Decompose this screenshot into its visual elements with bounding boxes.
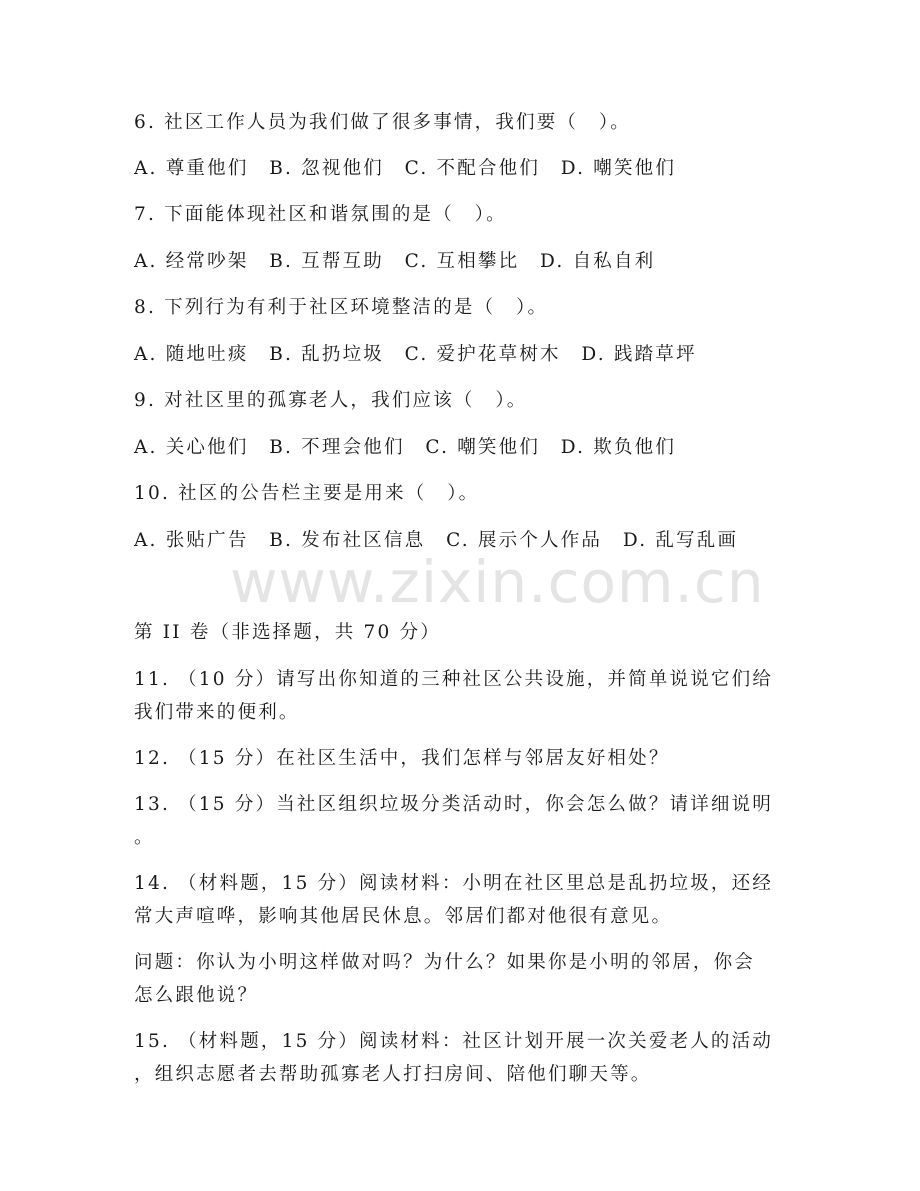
question-14-prompt-line-1: 问题：你认为小明这样做对吗？为什么？如果你是小明的邻居，你会 [134, 952, 756, 973]
question-14-line-1: 14. （材料题，15 分）阅读材料：小明在社区里总是乱扔垃圾，还经 [134, 873, 774, 894]
question-9-options: A. 关心他们 B. 不理会他们 C. 嘲笑他们 D. 欺负他们 [134, 437, 677, 458]
question-15-line-2: ，组织志愿者去帮助孤寡老人打扫房间、陪他们聊天等。 [134, 1064, 652, 1085]
question-10-options: A. 张贴广告 B. 发布社区信息 C. 展示个人作品 D. 乱写乱画 [134, 530, 739, 551]
question-6-options: A. 尊重他们 B. 忽视他们 C. 不配合他们 D. 嘲笑他们 [134, 158, 677, 179]
question-11-line-2: 我们带来的便利。 [134, 702, 300, 723]
question-14-line-2: 常大声喧哗，影响其他居民休息。邻居们都对他很有意见。 [134, 906, 673, 927]
question-9: 9. 对社区里的孤寡老人，我们应该（ ）。 [134, 390, 528, 411]
question-7-options: A. 经常吵架 B. 互帮互助 C. 互相攀比 D. 自私自利 [134, 251, 656, 272]
question-6: 6. 社区工作人员为我们做了很多事情，我们要（ ）。 [134, 112, 631, 133]
question-12: 12. （15 分）在社区生活中，我们怎样与邻居友好相处？ [134, 748, 670, 769]
question-10: 10. 社区的公告栏主要是用来（ ）。 [134, 483, 480, 504]
question-8: 8. 下列行为有利于社区环境整洁的是（ ）。 [134, 297, 549, 318]
question-8-options: A. 随地吐痰 B. 乱扔垃圾 C. 爱护花草树木 D. 践踏草坪 [134, 344, 697, 365]
question-15-line-1: 15. （材料题，15 分）阅读材料：社区计划开展一次关爱老人的活动 [134, 1031, 774, 1052]
question-13-line-2: 。 [134, 827, 155, 848]
watermark: www.zixin.com.cn [230, 548, 765, 616]
question-13-line-1: 13. （15 分）当社区组织垃圾分类活动时，你会怎么做？请详细说明 [134, 794, 774, 815]
section-heading: 第 II 卷（非选择题，共 70 分） [134, 622, 441, 643]
question-11-line-1: 11. （10 分）请写出你知道的三种社区公共设施，并简单说说它们给 [134, 669, 774, 690]
question-14-prompt-line-2: 怎么跟他说？ [134, 985, 259, 1006]
question-7: 7. 下面能体现社区和谐氛围的是（ ）。 [134, 204, 507, 225]
